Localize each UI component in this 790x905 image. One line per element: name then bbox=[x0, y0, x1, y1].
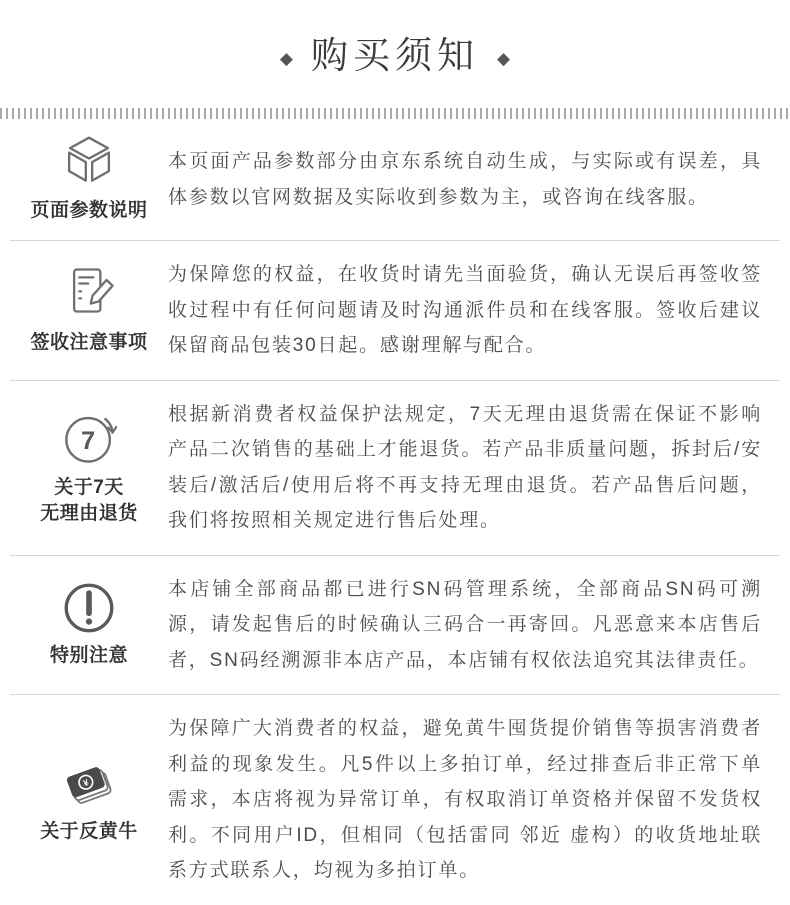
section-icon-col bbox=[10, 408, 168, 527]
svg-text:¥: ¥ bbox=[81, 777, 91, 789]
section-text: 为保障您的权益，在收货时请先当面验货，确认无误后再签收签收过程中有任何问题请及时沟通派件员和在线客服。签收后建议保留商品包装30日起。感谢理解与配合。 bbox=[168, 264, 762, 356]
cube-icon bbox=[60, 135, 118, 191]
section-page-parameters bbox=[10, 119, 780, 241]
section-special-attention bbox=[10, 556, 780, 696]
diamond-left-icon: ◆ bbox=[279, 48, 293, 68]
section-7day-return bbox=[10, 381, 780, 556]
section-icon-col bbox=[10, 580, 168, 669]
banknotes-icon bbox=[60, 754, 118, 812]
section-label: 特别注意 bbox=[49, 645, 128, 667]
section-text: 本页面产品参数部分由京东系统自动生成，与实际或有误差，具体参数以官网数据及实际收到参数为主，或咨询在线客服。 bbox=[168, 151, 762, 208]
section-icon-col bbox=[10, 135, 168, 224]
section-anti-scalper bbox=[10, 695, 780, 905]
page-title: 购买须知 bbox=[311, 35, 479, 76]
section-label-line2: 无理由退货 bbox=[40, 503, 138, 524]
seven-day-refresh-icon bbox=[60, 408, 118, 468]
tick-divider bbox=[0, 108, 790, 119]
section-label: 签收注意事项 bbox=[30, 331, 148, 353]
page-title-wrap bbox=[280, 34, 510, 78]
section-sign-for-notes bbox=[10, 241, 780, 381]
document-pencil-icon bbox=[61, 265, 117, 323]
diamond-right-icon: ◆ bbox=[497, 48, 511, 68]
section-icon-col bbox=[10, 265, 168, 356]
svg-text:7: 7 bbox=[81, 426, 96, 455]
section-text: 本店铺全部商品都已进行SN码管理系统，全部商品SN码可溯源，请发起售后的时候确认三码合一再寄回。凡恶意来本店售后者，SN码经溯源非本店产品，本店铺有权依法追究其法律责任。 bbox=[168, 578, 762, 671]
section-label: 页面参数说明 bbox=[30, 200, 148, 221]
section-label: 关于反黄牛 bbox=[40, 821, 138, 843]
section-label-line1: 关于7天 bbox=[54, 477, 124, 498]
page-header bbox=[0, 0, 790, 90]
section-text: 根据新消费者权益保护法规定，7天无理由退货需在保证不影响产品二次销售的基础上才能退货。若产品非质量问题，拆封后/安装后/激活后/使用后将不再支持无理由退货。若产品售后问题，我们将按照相关规定进行售后处理。 bbox=[168, 403, 762, 531]
notice-sections bbox=[10, 119, 780, 905]
section-text: 为保障广大消费者的权益，避免黄牛囤货提价销售等损害消费者利益的现象发生。凡5件以上多拍订单，经过排查后非正常下单需求，本店将视为异常订单，有权取消订单资格并保留不发货权利。不同用户ID，但相同（包括雷同 邻近 虚构）的收货地址联系方式联系人，均视为多拍订单。 bbox=[168, 718, 762, 881]
section-icon-col bbox=[10, 754, 168, 845]
exclamation-circle-icon bbox=[61, 580, 117, 636]
